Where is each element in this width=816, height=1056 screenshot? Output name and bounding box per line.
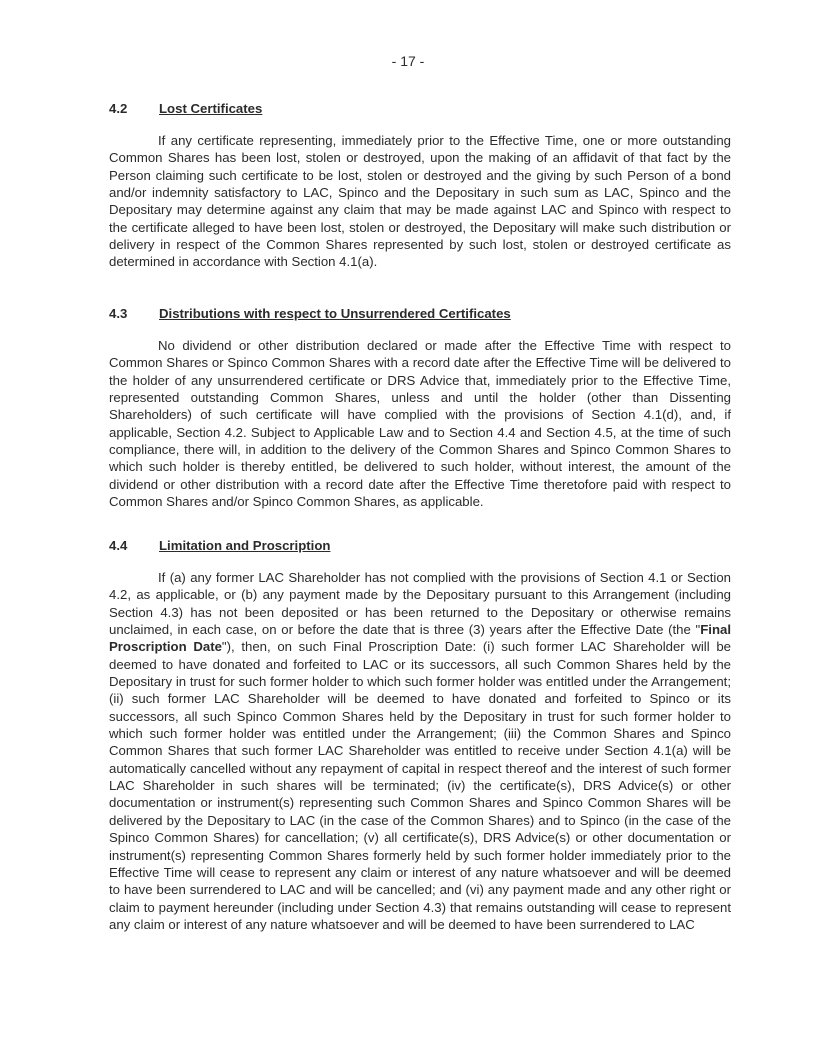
page-number: - 17 - [391,53,425,69]
section-4-3 [109,305,731,510]
section-heading [109,537,731,555]
section-body: If any certificate representing, immediately prior to the Effective Time, one or more outstanding Common Shares has been lost, stolen or destroyed, upon the making of an affidavit of that fact by the Person claiming such certificate to be lost, stolen or destroyed and the giving by such Person of a bond and/or indemnity satisfactory to LAC, Spinco and the Depositary in such sum as LAC, Spinco and the Depositary may determine against any claim that may be made against LAC and Spinco with respect to the certificate alleged to have been lost, stolen or destroyed, the Depositary will make such distribution or delivery in respect of the Common Shares represented by such lost, stolen or destroyed certificate as determined in accordance with Section 4.1(a). [109,133,731,270]
section-title: Lost Certificates [159,101,263,116]
section-heading [109,100,731,118]
defined-term: Final Proscription Date [109,622,731,655]
section-heading [109,305,731,323]
section-title: Distributions with respect to Unsurrendered Certificates [159,306,511,321]
section-title: Limitation and Proscription [159,538,331,553]
section-number: 4.2 [109,101,128,116]
body-text-before: If (a) any former LAC Shareholder has not complied with the provisions of Section 4.1 or Section 4.2, as applicable, or (b) any payment made by the Depositary pursuant to this Arrangement (including Section 4.3) has not been deposited or has been returned to the Depositary or otherwise remains unclaimed, in each case, on or before the date that is three (3) years after the Effective Date (the " [109,570,731,638]
section-number: 4.3 [109,306,128,321]
section-4-4 [109,537,731,933]
section-number: 4.4 [109,538,128,553]
body-text-after: "), then, on such Final Proscription Date: (i) such former LAC Shareholder will be deemed to have donated and forfeited to LAC or its successors, all such Common Shares held by the Depositary in trust for such former holder to which such former holder was entitled under the Arrangement; (ii) such former LAC Shareholder will be deemed to have donated and forfeited to Spinco or its successors, all such Spinco Common Shares held by the Depositary in trust for such former holder to which such former holder was entitled under the Arrangement; (iii) the Common Shares and Spinco Common Shares that such former LAC Shareholder was entitled to receive under Section 4.1(a) will be automatically cancelled without any repayment of capital in respect thereof and the interest of such former LAC Shareholder in such shares will be terminated; (iv) the certificate(s), DRS Advice(s) or other documentation or instrument(s) representing such Common Shares and Spinco Common Shares will be delivered by the Depositary to LAC (in the case of the Common Shares) and to Spinco (in the case of the Spinco Common Shares) for cancellation; (v) all certificate(s), DRS Advice(s) or other documentation or instrument(s) representing Common Shares formerly held by such former holder immediately prior to the Effective Time will cease to represent any claim or interest of any nature whatsoever and will be deemed to have been surrendered to LAC and will be cancelled; and (vi) any payment made and any other right or claim to payment hereunder (including under Section 4.3) that remains outstanding will cease to represent any claim or interest of any nature whatsoever and will be deemed to have been surrendered to LAC [109,639,732,932]
section-4-2 [109,100,731,271]
section-body [109,569,731,933]
section-body: No dividend or other distribution declared or made after the Effective Time with respect to Common Shares or Spinco Common Shares with a record date after the Effective Time will be delivered to the holder of any unsurrendered certificate or DRS Advice that, immediately prior to the Effective Time, represented outstanding Common Shares, unless and until the holder (other than Dissenting Shareholders) of such certificate will have complied with the provisions of Section 4.1(d), and, if applicable, Section 4.2. Subject to Applicable Law and to Section 4.4 and Section 4.5, at the time of such compliance, there will, in addition to the delivery of the Common Shares and Spinco Common Shares to which such holder is thereby entitled, be delivered to such holder, without interest, the amount of the dividend or other distribution with a record date after the Effective Time theretofore paid with respect to Common Shares and/or Spinco Common Shares, as applicable. [109,338,731,510]
